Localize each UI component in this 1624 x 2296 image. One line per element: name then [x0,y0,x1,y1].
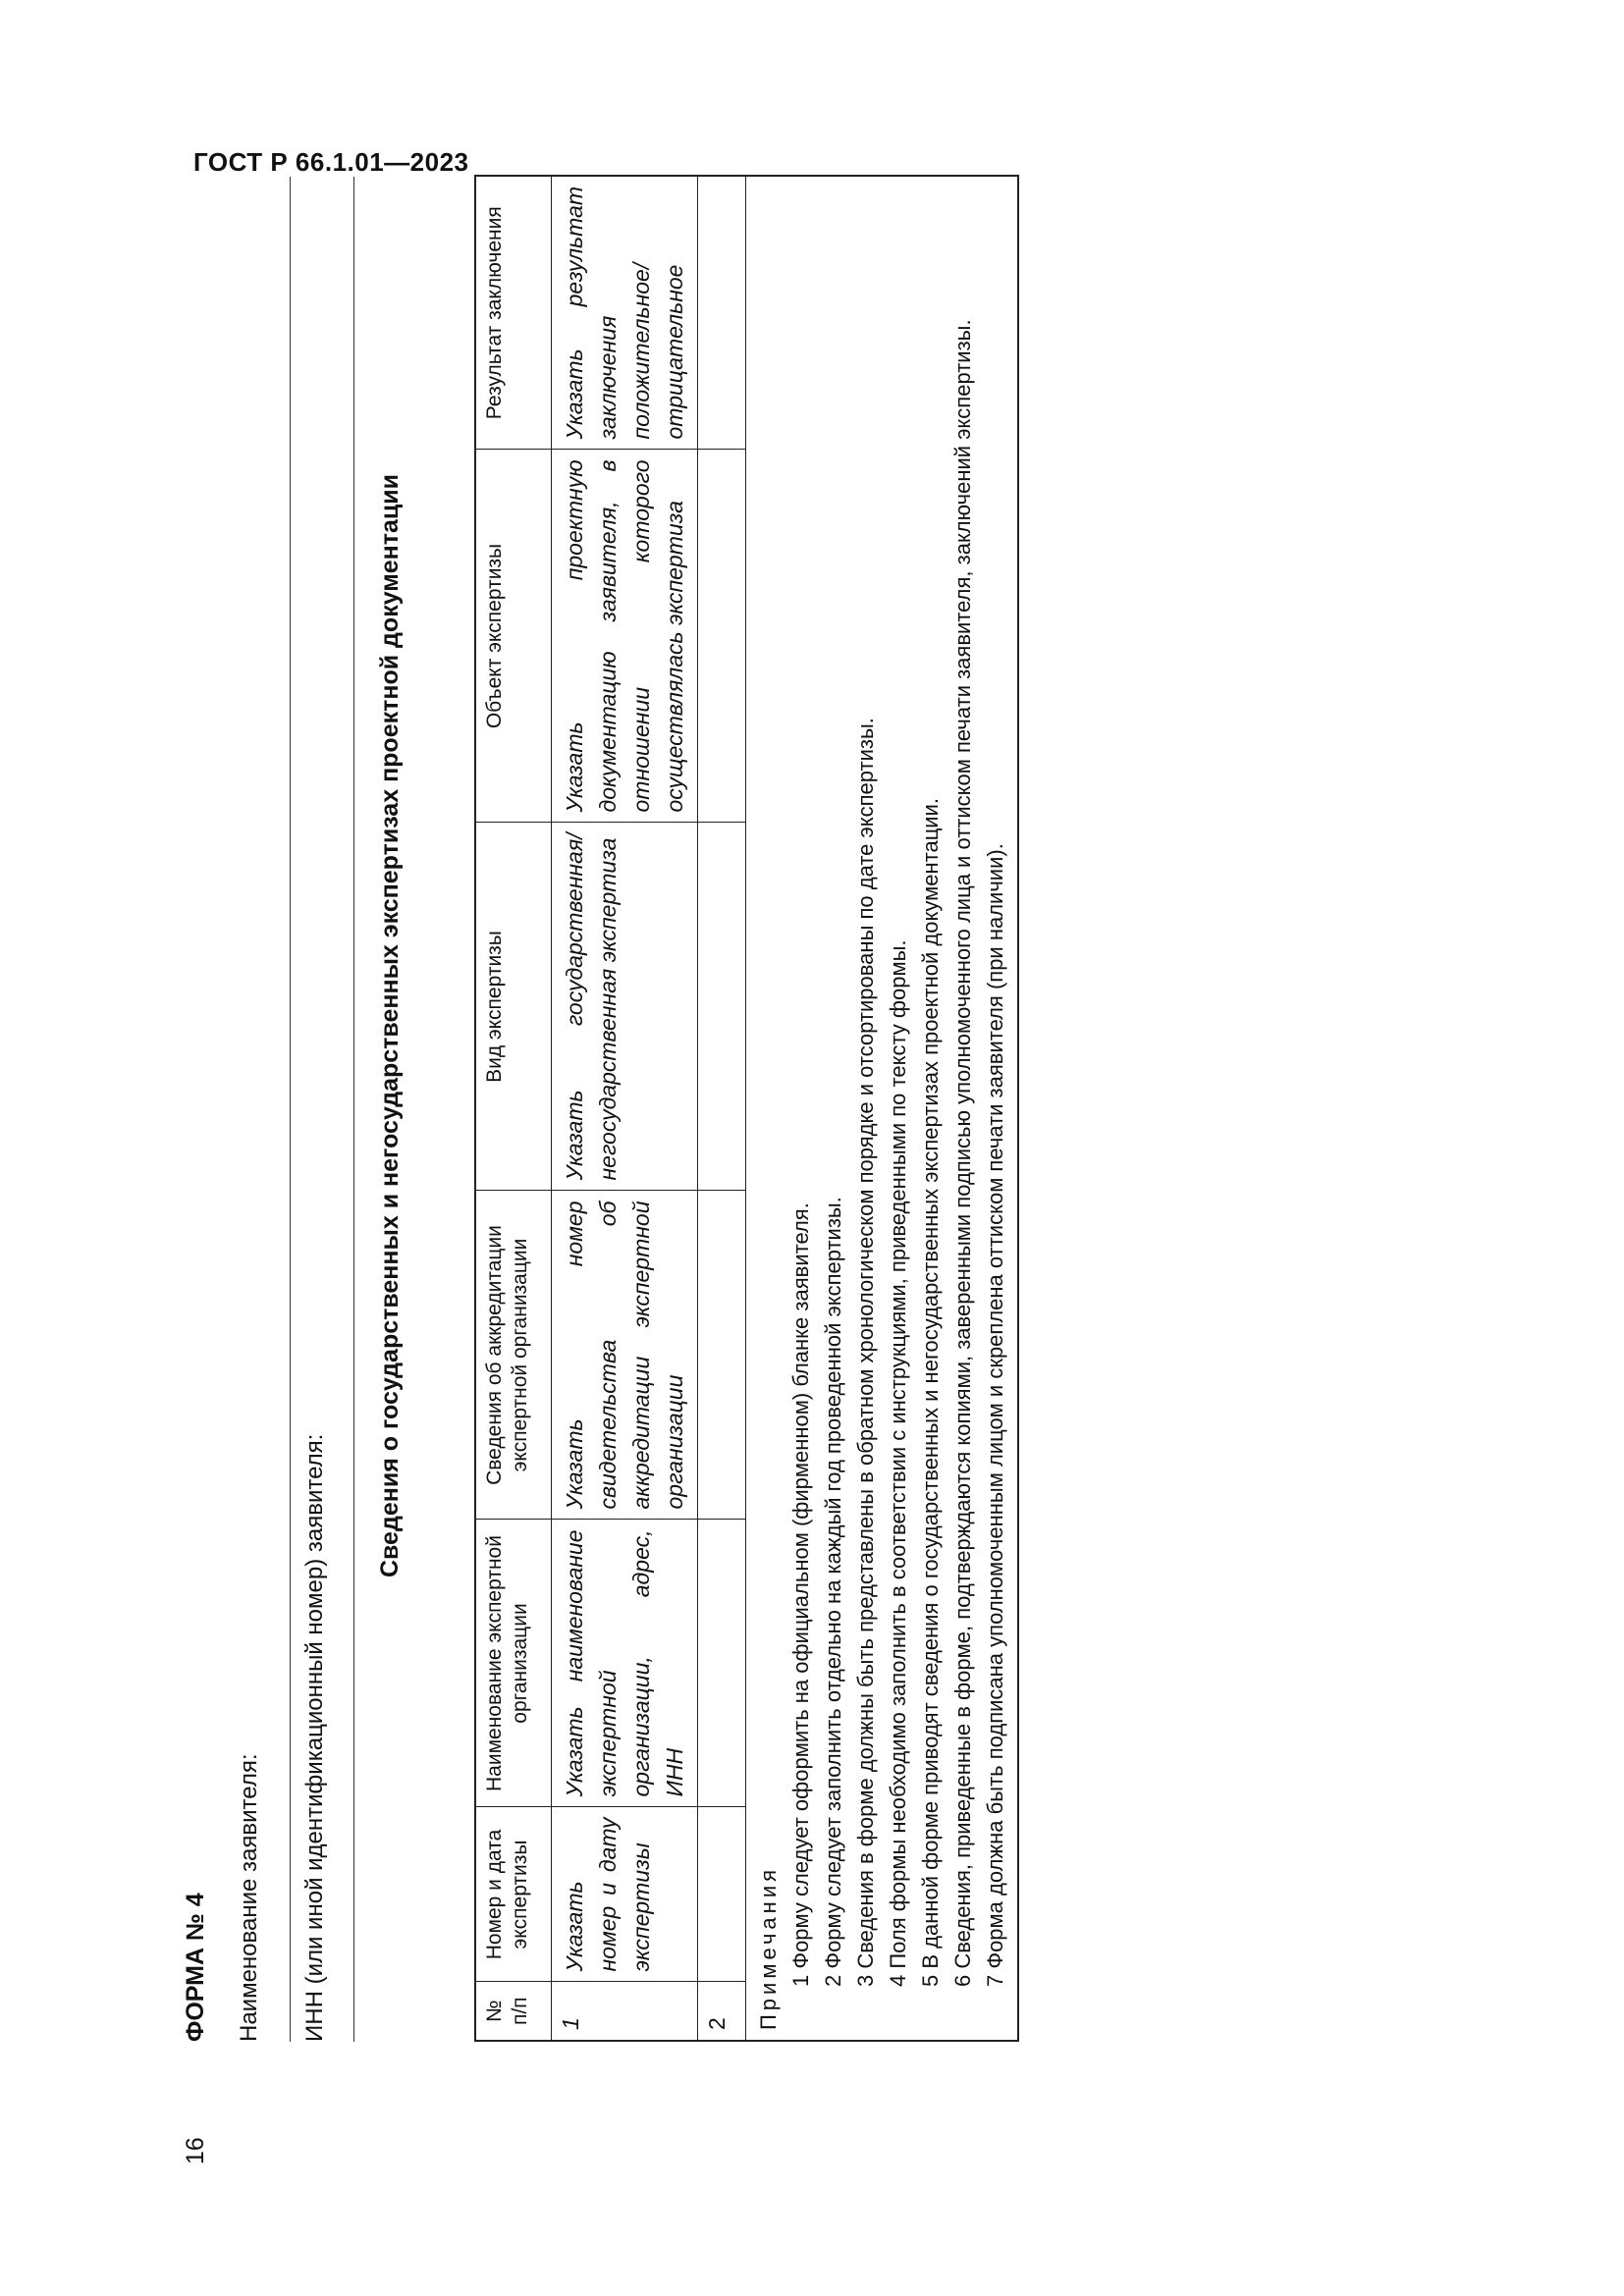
applicant-name-line [290,177,291,2042]
applicant-name-label: Наименование заявителя: [236,1753,262,2042]
col-header-expertise-date: Номер и дата экспертизы [475,1807,552,1982]
table-row [698,176,746,2041]
col-header-conclusion-result: Результат заключения [475,176,552,450]
note-item: 5 В данной форме приводят сведения о государственных и негосударственных экспертизах проектной документации. [918,798,943,1987]
form-title: ФОРМА № 4 [182,1893,209,2042]
notes-row [746,176,1019,2041]
notes-cell [746,176,1019,2041]
row-cell-expertise-object: Указать проектную документацию заявителя, в отношении которого осуществлялась экспертиза [552,450,698,823]
page-number: 16 [182,2137,209,2164]
note-item: 1 Форму следует оформить на официальном (фирменном) бланке заявителя. [788,1202,813,1987]
note-item: 4 Поля формы необходимо заполнить в соответствии с инструкциями, приведенными по тексту формы. [886,939,910,1987]
row-cell-conclusion-result [698,176,746,450]
table-header-row [475,176,552,2041]
rotated-form-page [182,182,1173,2164]
note-item: 6 Сведения, приведенные в форме, подтверждаются копиями, заверенными подписью уполномоченного лица и оттиском печати заявителя, заключений экспертизы. [950,319,975,1987]
row-cell-accreditation: Указать номер свидетельства об аккредитации экспертной организации [552,1191,698,1520]
expertise-table [474,175,1019,2042]
row-cell-conclusion-result: Указать результат заключения положительное/отрицательное [552,176,698,450]
standard-header: ГОСТ Р 66.1.01—2023 [193,147,469,177]
note-item: 7 Форма должна быть подписана уполномоченным лицом и скреплена оттиском печати заявителя (при наличии). [983,843,1007,1987]
applicant-inn-label: ИНН (или иной идентификационный номер) заявителя: [301,1433,328,2042]
notes-title: Примечания [756,1865,781,2030]
row-cell-expertise-object [698,450,746,823]
row-cell-expertise-date: Указать номер и дату экспертизы [552,1807,698,1982]
table-row [552,176,698,2041]
col-header-number: № п/п [475,1982,552,2041]
row-number: 2 [698,1982,746,2041]
col-header-expertise-type: Вид экспертизы [475,823,552,1191]
row-cell-organization-name [698,1520,746,1807]
row-cell-expertise-type [698,823,746,1191]
col-header-organization-name: Наименование экспертной организации [475,1520,552,1807]
row-cell-expertise-type: Указать государственная/негосударственная экспертиза [552,823,698,1191]
note-item: 3 Сведения в форме должны быть представлены в обратном хронологическом порядке и отсортированы по дате экспертизы. [853,718,878,1987]
row-number: 1 [552,1982,698,2041]
applicant-inn-line [353,177,354,2042]
row-cell-expertise-date [698,1807,746,1982]
section-title: Сведения о государственных и негосударственных экспертизах проектной документации [376,473,404,1578]
note-item: 2 Форму следует заполнить отдельно на каждый год проведенной экспертизы. [821,1197,845,1987]
col-header-expertise-object: Объект экспертизы [475,450,552,823]
row-cell-accreditation [698,1191,746,1520]
col-header-accreditation: Сведения об аккредитации экспертной организации [475,1191,552,1520]
row-cell-organization-name: Указать наименование экспертной организации, адрес, ИНН [552,1520,698,1807]
